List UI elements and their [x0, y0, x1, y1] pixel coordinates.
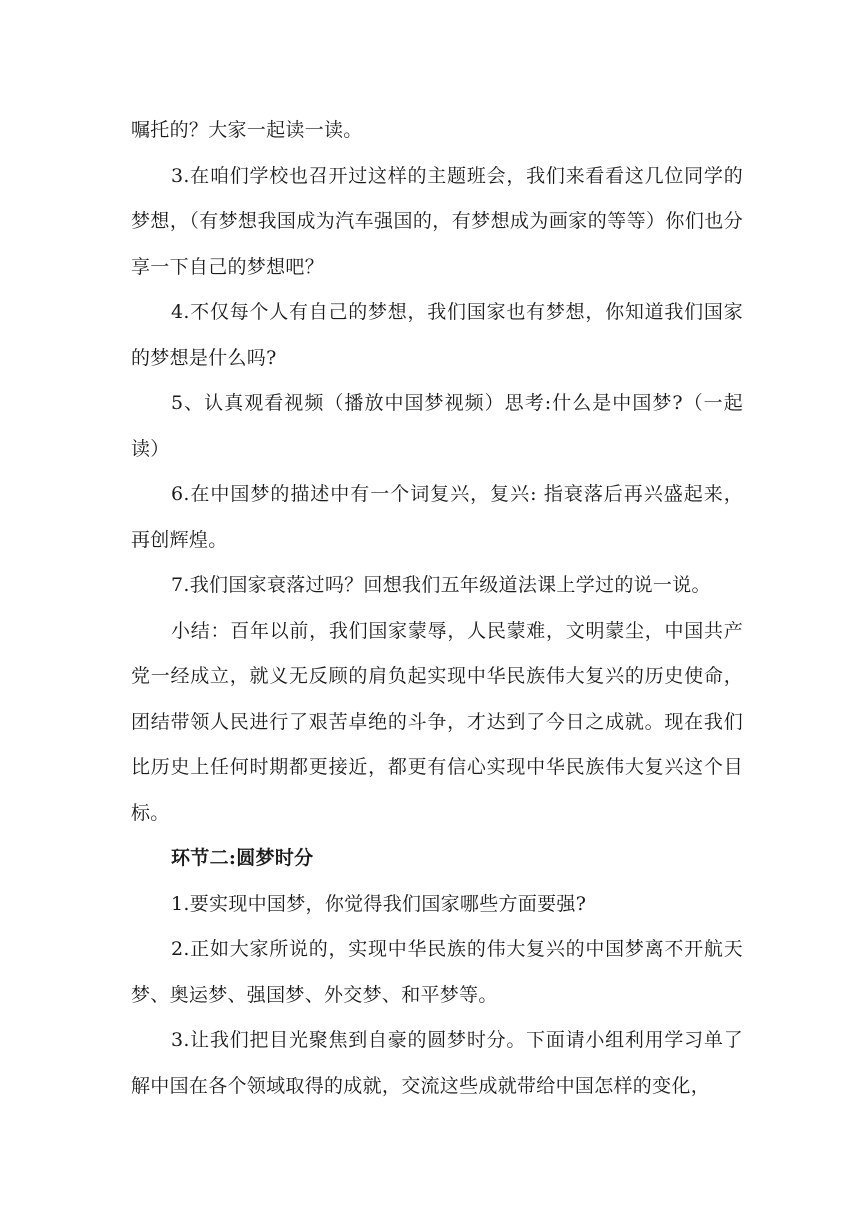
paragraph-step-4: 4.不仅每个人有自己的梦想，我们国家也有梦想，你知道我们国家的梦想是什么吗?: [131, 301, 743, 369]
paragraph-step-3: 3.在咱们学校也召开过这样的主题班会，我们来看看这几位同学的梦想，（有梦想我国成为汽车强国的，有梦想成为画家的等等）你们也分享一下自己的梦想吧？: [131, 164, 743, 278]
document-body: [131, 108, 743, 1109]
paragraph-step-6: 6.在中国梦的描述中有一个词复兴，复兴: 指衰落后再兴盛起来，再创辉煌。: [131, 483, 743, 551]
section-heading: 环节二:圆梦时分: [171, 847, 314, 869]
paragraph-step-5: 5、认真观看视频（播放中国梦视频）思考:什么是中国梦?（一起读）: [131, 392, 743, 460]
paragraph-intro-continuation: 嘱托的？大家一起读一读。: [131, 119, 363, 141]
paragraph-section2-step-1: 1.要实现中国梦，你觉得我们国家哪些方面要强?: [171, 892, 587, 915]
paragraph-step-7: 7.我们国家衰落过吗？回想我们五年级道法课上学过的说一说。: [171, 574, 711, 596]
paragraph-section2-step-2: 2.正如大家所说的，实现中华民族的伟大复兴的中国梦离不开航天梦、奥运梦、强国梦、外交梦、和平梦等。: [131, 938, 743, 1006]
paragraph-section2-step-3: 3.让我们把目光聚焦到自豪的圆梦时分。下面请小组利用学习单了解中国在各个领域取得的成就，交流这些成就带给中国怎样的变化，: [131, 1029, 743, 1097]
paragraph-summary: 小结：百年以前，我们国家蒙辱，人民蒙难，文明蒙尘，中国共产党一经成立，就义无反顾的肩负起实现中华民族伟大复兴的历史使命，团结带领人民进行了艰苦卓绝的斗争，才达到了今日之成就。现在我们比历史上任何时期都更接近，都更有信心实现中华民族伟大复兴这个目标。: [131, 619, 743, 824]
